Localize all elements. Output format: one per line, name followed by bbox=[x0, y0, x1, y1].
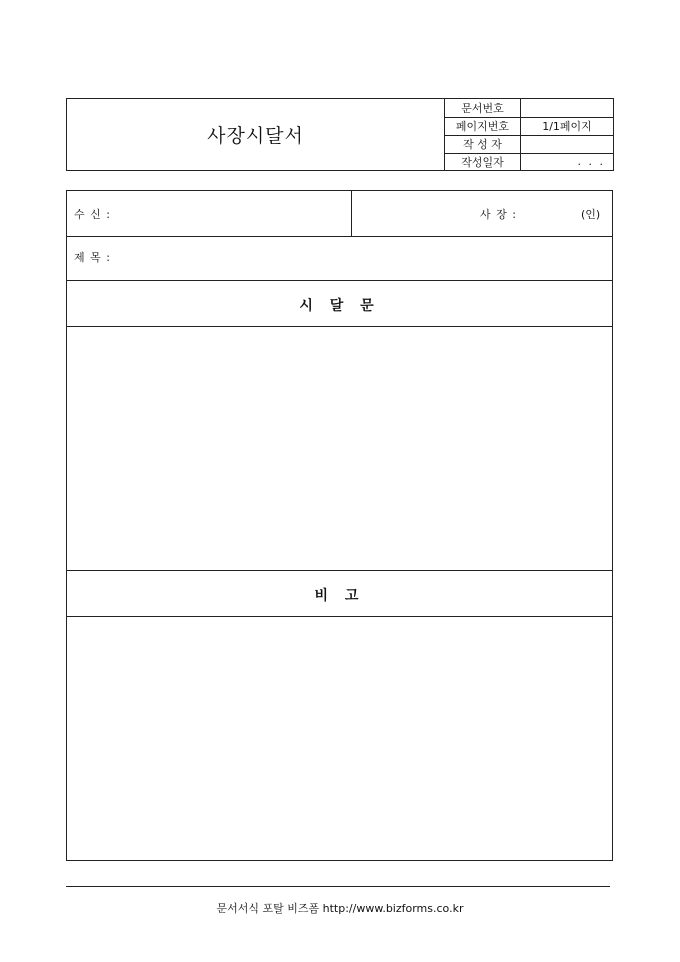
seal-label: (인) bbox=[581, 208, 601, 221]
meta-value[interactable] bbox=[521, 99, 613, 117]
meta-label: 작성일자 bbox=[445, 153, 521, 170]
document-title: 사장시달서 bbox=[67, 99, 445, 170]
recipient-label: 수 신 : bbox=[74, 208, 111, 221]
subject-label: 제 목 : bbox=[74, 251, 111, 264]
meta-label: 문서번호 bbox=[445, 99, 521, 117]
footer-divider bbox=[66, 886, 610, 887]
meta-value[interactable]: . . . bbox=[577, 155, 605, 168]
remarks-section-title: 비 고 bbox=[314, 588, 365, 604]
president-label: 사 장 : bbox=[480, 208, 517, 221]
form-body bbox=[66, 190, 613, 861]
meta-value: 1/1페이지 bbox=[542, 120, 592, 133]
meta-row-author bbox=[445, 135, 613, 153]
meta-row-doc-number bbox=[445, 99, 613, 117]
document-meta-table bbox=[445, 99, 613, 170]
remarks-content-area[interactable] bbox=[67, 617, 612, 860]
meta-label: 작 성 자 bbox=[445, 135, 521, 153]
instruction-section-title: 시 달 문 bbox=[299, 298, 380, 314]
document-header bbox=[66, 98, 614, 171]
instruction-content-area[interactable] bbox=[67, 327, 612, 570]
meta-label: 페이지번호 bbox=[445, 117, 521, 135]
meta-row-date bbox=[445, 153, 613, 170]
meta-row-page-number bbox=[445, 117, 613, 135]
footer-text: 문서서식 포탈 비즈폼 http://www.bizforms.co.kr bbox=[216, 902, 464, 915]
meta-value[interactable] bbox=[521, 135, 613, 153]
